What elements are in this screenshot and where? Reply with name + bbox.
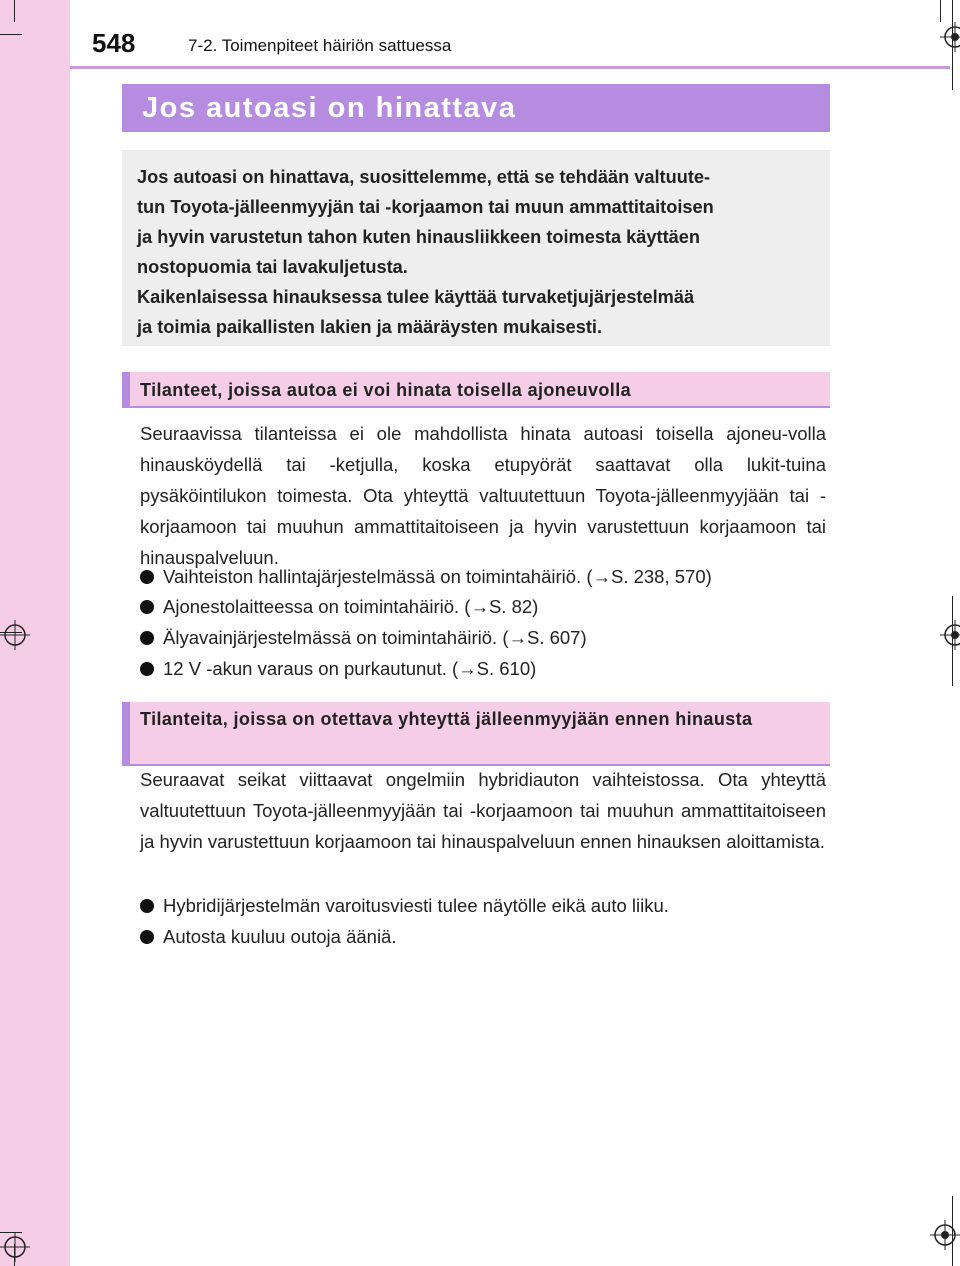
section-title: Jos autoasi on hinattava <box>142 92 517 124</box>
intro-line: ja hyvin varustetun tahon kuten hinausliikkeen toimesta käyttäen <box>137 227 700 247</box>
bullet-item <box>140 890 830 921</box>
bullet-item <box>140 921 830 952</box>
bullet-text: Älyavainjärjestelmässä on toimintahäiriö. (→S. 607) <box>163 627 587 648</box>
bullet-text: Vaihteiston hallintajärjestelmässä on toimintahäiriö. (→S. 238, 570) <box>163 566 712 587</box>
bullet-item <box>140 622 830 653</box>
bullet-dot-icon <box>140 631 154 645</box>
registration-mark-icon <box>940 22 960 52</box>
intro-line: nostopuomia tai lavakuljetusta. <box>137 257 408 277</box>
intro-line: tun Toyota-jälleenmyyjän tai -korjaamon tai muun ammattitaitoisen <box>137 197 714 217</box>
trim-mark <box>940 0 941 22</box>
registration-mark-icon <box>930 1220 960 1250</box>
subsection2-paragraph: Seuraavat seikat viittaavat ongelmiin hybridiauton vaihteistossa. Ota yhteyttä valtuutettuun Toyota-jälleenmyyjään tai -korjaamoon tai muuhun ammattitaitoiseen ja hyvin varustettuun korjaamoon tai hinauspalveluun ennen hinauksen aloittamista. <box>140 769 826 852</box>
bullet-dot-icon <box>140 662 154 676</box>
page-number: 548 <box>92 28 136 58</box>
bullet-item <box>140 591 830 622</box>
registration-mark-icon <box>0 620 30 650</box>
bullet-dot-icon <box>140 899 154 913</box>
bullet-text: Ajonestolaitteessa on toimintahäiriö. (→S. 82) <box>163 596 539 617</box>
bullet-text: Hybridijärjestelmän varoitusviesti tulee näytölle eikä auto liiku. <box>163 895 669 916</box>
registration-mark-icon <box>940 620 960 650</box>
subsection-heading-towing-not-possible <box>122 372 830 408</box>
bullet-item <box>140 653 830 684</box>
chapter-title: 7-2. Toimenpiteet häiriön sattuessa <box>188 36 452 55</box>
intro-box <box>122 150 830 346</box>
bullet-dot-icon <box>140 600 154 614</box>
trim-mark <box>0 34 22 35</box>
registration-mark-icon <box>0 1232 30 1262</box>
bullet-item <box>140 561 830 592</box>
bullet-text: Autosta kuuluu outoja ääniä. <box>163 926 397 947</box>
subsection-heading-text: Tilanteita, joissa on otettava yhteyttä jälleenmyyjään ennen hinausta <box>140 709 753 729</box>
section-banner <box>122 84 830 132</box>
intro-line: Kaikenlaisessa hinauksessa tulee käyttää turvaketjujärjestelmää <box>137 287 695 307</box>
bullet-text: 12 V -akun varaus on purkautunut. (→S. 610) <box>163 658 537 679</box>
trim-mark <box>14 0 15 22</box>
subsection-heading-text: Tilanteet, joissa autoa ei voi hinata toisella ajoneuvolla <box>140 380 632 400</box>
bullet-dot-icon <box>140 930 154 944</box>
subsection1-paragraph: Seuraavissa tilanteissa ei ole mahdollista hinata autoasi toisella ajoneu-volla hinausköydellä tai -ketjulla, koska etupyörät saattavat olla lukit-tuina pysäköintilukon toimesta. Ota yhteyttä valtuutettuun Toyota-jälleenmyyjään tai -korjaamoon tai muuhun ammattitaitoiseen ja hyvin varustettuun korjaamoon tai hinauspalveluun. <box>140 423 826 568</box>
intro-line: ja toimia paikallisten lakien ja määräysten mukaisesti. <box>137 317 603 337</box>
header-rule <box>70 66 950 69</box>
subsection-heading-contact-dealer <box>122 702 830 766</box>
bullet-dot-icon <box>140 570 154 584</box>
intro-line: Jos autoasi on hinattava, suosittelemme, että se tehdään valtuute- <box>137 167 711 187</box>
